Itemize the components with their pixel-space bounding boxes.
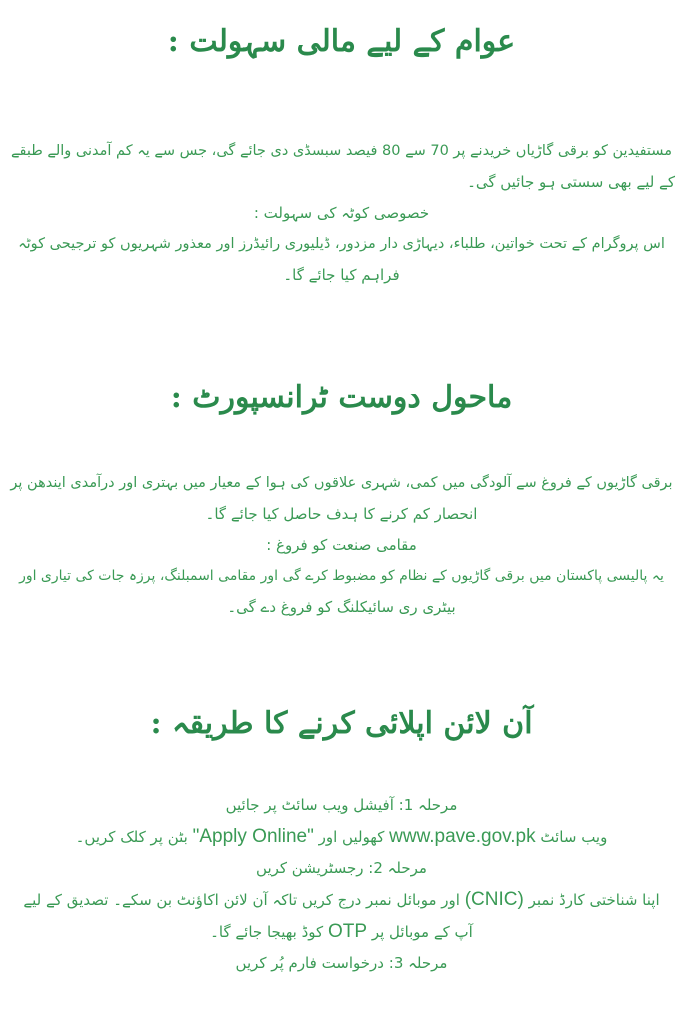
- otp-label: OTP: [327, 921, 368, 942]
- text-line: یہ پالیسی پاکستان میں برقی گاڑیوں کے نظام کو مضبوط کرے گی اور مقامی اسمبلنگ، پرزہ جات کی تیاری اور: [19, 568, 664, 584]
- text-line: آپ کے موبائل پر OTP کوڈ بھیجا جائے گا۔: [210, 921, 473, 942]
- apply-online-label: "Apply Online": [192, 826, 314, 847]
- text-line: مستفیدین کو برقی گاڑیاں خریدنے پر 70 سے 80 فیصد سبسڈی دی جائے گی، جس سے یہ کم آمدنی والے طبقے: [11, 143, 672, 159]
- text-line: فراہم کیا جائے گا۔: [283, 266, 400, 284]
- paragraph-eco-transport: [8, 468, 675, 623]
- text-line: بیٹری ری سائیکلنگ کو فروغ دے گی۔: [227, 598, 456, 616]
- text-line: برقی گاڑیوں کے فروغ سے آلودگی میں کمی، شہری علاقوں کی ہوا کے معیار میں بہتری اور درآمدی ایندھن پر: [10, 475, 673, 491]
- subheading-local-industry: مقامی صنعت کو فروغ :: [266, 536, 417, 554]
- heading-financial-facility: عوام کے لیے مالی سہولت :: [167, 24, 516, 59]
- text-line: اس پروگرام کے تحت خواتین، طلباء، دیہاڑی دار مزدور، ڈیلیوری رائیڈرز اور معذور شہریوں کو ترجیحی کوٹہ: [18, 236, 665, 252]
- step-1-title: مرحلہ 1: آفیشل ویب سائٹ پر جائیں: [225, 796, 458, 814]
- paragraph-online-apply: [8, 790, 675, 979]
- paragraph-financial-facility: [8, 136, 675, 291]
- subheading-special-quota: خصوصی کوٹہ کی سہولت :: [253, 204, 430, 222]
- website-link[interactable]: www.pave.gov.pk: [389, 826, 536, 847]
- text-line: اپنا شناختی کارڈ نمبر (CNIC) اور موبائل نمبر درج کریں تاکہ آن لائن اکاؤنٹ بن سکے۔ تصدیق کے لیے: [23, 889, 660, 910]
- cnic-label: (CNIC): [464, 889, 524, 910]
- heading-online-apply: آن لائن اپلائی کرنے کا طریقہ :: [150, 706, 533, 741]
- step-2-title: مرحلہ 2: رجسٹریشن کریں: [256, 859, 427, 877]
- text-line: ویب سائٹ www.pave.gov.pk کھولیں اور "Apply Online" بٹن پر کلک کریں۔: [75, 826, 608, 847]
- text-line: انحصار کم کرنے کا ہدف حاصل کیا جائے گا۔: [205, 505, 478, 523]
- text-line: کے لیے بھی سستی ہو جائیں گی۔: [467, 173, 675, 191]
- heading-eco-transport: ماحول دوست ٹرانسپورٹ :: [170, 380, 513, 415]
- step-3-title: مرحلہ 3: درخواست فارم پُر کریں: [235, 954, 448, 972]
